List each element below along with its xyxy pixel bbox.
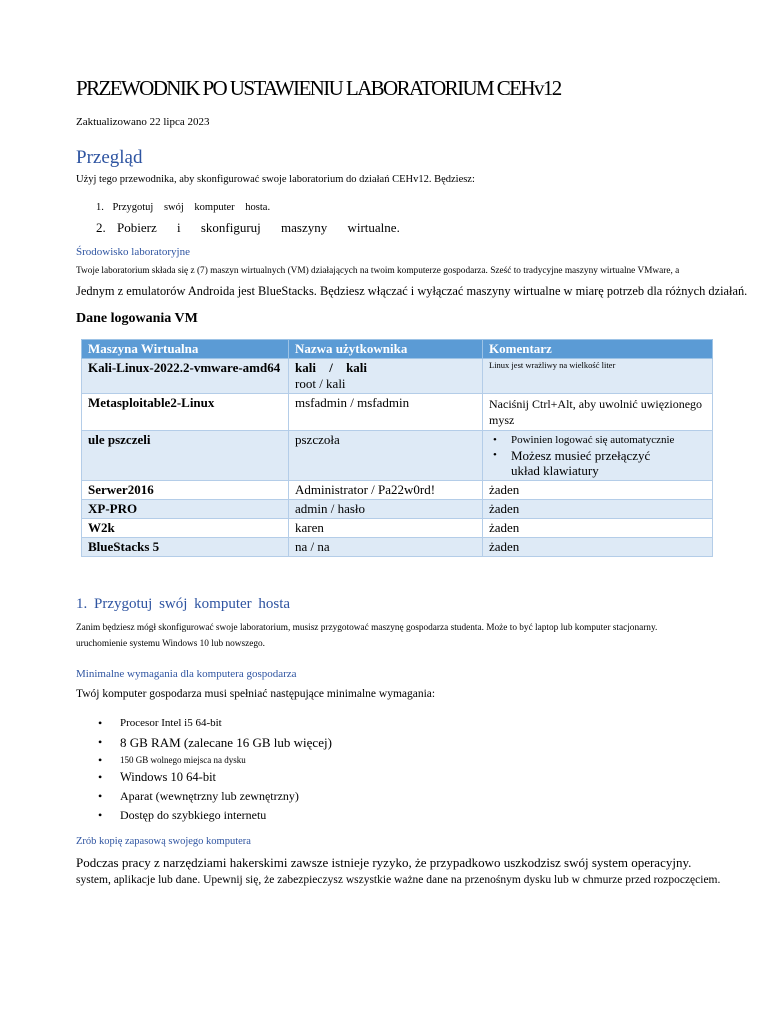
updated-date: Zaktualizowano 22 lipca 2023 (76, 116, 210, 128)
table-row (82, 500, 713, 519)
step-number: 1. (96, 202, 104, 213)
overview-heading: Przegląd (76, 147, 143, 168)
list-item: • 150 GB wolnego miejsca na dysku (98, 752, 332, 768)
column-header-vm: Maszyna Wirtualna (82, 340, 289, 359)
table-header-row (82, 340, 713, 359)
lab-env-line-1: Twoje laboratorium składa się z (7) maszyn wirtualnych (VM) działających na twoim komputerze gospodarza. Sześć to tradycyjne maszyny wirtualne VMware, a (76, 266, 680, 276)
vm-name: Kali-Linux-2022.2-vmware-amd64 (82, 359, 289, 394)
vm-name: Metasploitable2-Linux (82, 394, 289, 431)
vm-comment: żaden (483, 519, 713, 538)
lab-env-line-2: Jednym z emulatorów Androida jest BlueStacks. Będziesz włączać i wyłączać maszyny wirtualne w miarę potrzeb dla różnych działań. (76, 284, 748, 298)
document-title: PRZEWODNIK PO USTAWIENIU LABORATORIUM CEHv12 (76, 76, 561, 100)
vm-name: XP-PRO (82, 500, 289, 519)
section-1-line-1: Zanim będziesz mógł skonfigurować swoje laboratorium, musisz przygotować maszynę gospodarza studenta. Może to być laptop lub komputer stacjonarny. (76, 623, 658, 633)
list-item: • Możesz musieć przełączyć układ klawiatury (489, 448, 706, 478)
backup-line-1: Podczas pracy z narzędziami hakerskimi zawsze istnieje ryzyko, że przypadkowo uszkodzisz swój system operacyjny. (76, 855, 692, 870)
vm-comment: żaden (483, 538, 713, 557)
list-item: • 8 GB RAM (zalecane 16 GB lub więcej) (98, 733, 332, 752)
section-1-line-2: uruchomienie systemu Windows 10 lub nowszego. (76, 639, 265, 649)
step-text: Przygotuj swój komputer hosta. (112, 202, 271, 213)
vm-name: ule pszczeli (82, 431, 289, 481)
table-row (82, 519, 713, 538)
vm-user: msfadmin / msfadmin (289, 394, 483, 431)
vm-user (289, 359, 483, 394)
list-item (96, 198, 400, 218)
column-header-user: Nazwa użytkownika (289, 340, 483, 359)
vm-comment: żaden (483, 500, 713, 519)
vm-name: Serwer2016 (82, 481, 289, 500)
min-req-heading: Minimalne wymagania dla komputera gospodarza (76, 668, 297, 680)
column-header-comment: Komentarz (483, 340, 713, 359)
list-item (96, 218, 400, 238)
step-number: 2. (96, 220, 106, 235)
table-row (82, 394, 713, 431)
table-row (82, 481, 713, 500)
list-item: • Procesor Intel i5 64-bit (98, 714, 332, 733)
vm-credentials-table (81, 339, 713, 557)
list-item: • Aparat (wewnętrzny lub zewnętrzny) (98, 787, 332, 806)
vm-name: W2k (82, 519, 289, 538)
overview-intro: Użyj tego przewodnika, aby skonfigurować swoje laboratorium do działań CEHv12. Będziesz: (76, 174, 475, 185)
section-1-heading: 1. Przygotuj swój komputer hosta (76, 596, 291, 612)
table-row (82, 359, 713, 394)
lab-env-heading: Środowisko laboratoryjne (76, 246, 190, 258)
vm-user: pszczoła (289, 431, 483, 481)
vm-user-secondary: root / kali (295, 376, 346, 391)
vm-name: BlueStacks 5 (82, 538, 289, 557)
list-item: • Powinien logować się automatycznie (489, 432, 706, 448)
table-row (82, 431, 713, 481)
min-req-intro: Twój komputer gospodarza musi spełniać następujące minimalne wymagania: (76, 688, 436, 700)
vm-user-primary: kali / kali (295, 360, 368, 375)
min-req-list (98, 714, 332, 825)
backup-heading: Zrób kopię zapasową swojego komputera (76, 836, 251, 847)
table-row (82, 538, 713, 557)
vm-comment: Naciśnij Ctrl+Alt, aby uwolnić uwięzionego mysz (483, 394, 713, 431)
step-text: Pobierz i skonfiguruj maszyny wirtualne. (117, 220, 400, 235)
list-item: • Dostęp do szybkiego internetu (98, 806, 332, 825)
vm-user: admin / hasło (289, 500, 483, 519)
vm-comment: żaden (483, 481, 713, 500)
vm-user: karen (289, 519, 483, 538)
vm-comment: Linux jest wrażliwy na wielkość liter (483, 359, 713, 394)
list-item: • Windows 10 64-bit (98, 768, 332, 787)
overview-steps (96, 198, 400, 238)
vm-table-heading: Dane logowania VM (76, 311, 198, 326)
vm-comment (483, 431, 713, 481)
vm-user: na / na (289, 538, 483, 557)
backup-line-2: system, aplikacje lub dane. Upewnij się, że zabezpieczysz wszystkie ważne dane na przenośnym dysku lub w chmurze przed rozpoczęciem. (76, 874, 721, 886)
vm-user: Administrator / Pa22w0rd! (289, 481, 483, 500)
